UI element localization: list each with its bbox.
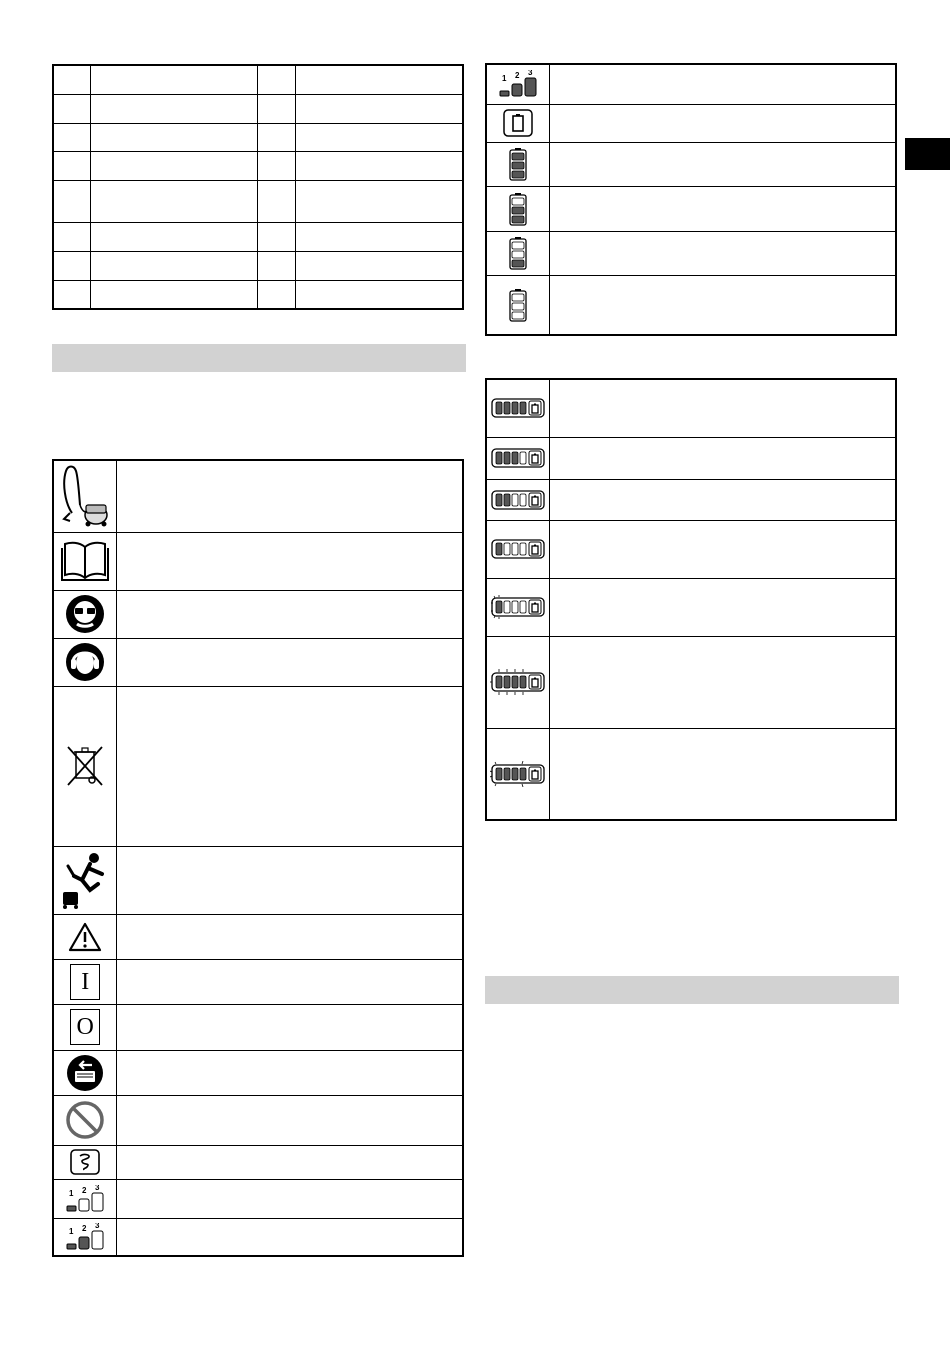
vacuum-cleaner-icon (60, 463, 110, 529)
table-row (53, 123, 463, 151)
charge-1-led-icon (491, 538, 545, 560)
level-2-label: 2 (82, 1223, 87, 1233)
table-row (486, 479, 896, 520)
table-row (53, 460, 463, 532)
chapter-tab-marker (905, 138, 950, 170)
battery-3-bars-icon (509, 147, 527, 181)
section-heading-bar-left (52, 344, 466, 372)
symbols-table-right-top (485, 63, 897, 336)
read-manual-icon (61, 539, 109, 583)
table-row (53, 532, 463, 590)
wear-ear-protection-icon (65, 642, 105, 682)
level-3-label: 3 (528, 70, 533, 78)
table-row (53, 914, 463, 959)
charge-3-leds-icon (491, 447, 545, 469)
switch-off-icon (70, 1009, 100, 1045)
battery-2-bars-icon (509, 192, 527, 226)
charge-leds-alternating-icon (490, 761, 546, 787)
charge-2-leds-icon (491, 489, 545, 511)
table-row (53, 180, 463, 222)
battery-icon (503, 109, 533, 137)
table-row (53, 590, 463, 638)
table-row (53, 1050, 463, 1095)
crossed-out-bin-icon (65, 744, 105, 788)
table-row (53, 686, 463, 846)
charge-all-leds-blinking-icon (490, 669, 546, 695)
table-row (486, 728, 896, 820)
level-1-label: 1 (502, 74, 507, 84)
table-row (53, 1145, 463, 1179)
level-2-label: 2 (515, 71, 520, 81)
table-row (486, 231, 896, 275)
table-row (486, 379, 896, 437)
table-row (486, 142, 896, 186)
table-row (53, 1095, 463, 1145)
charge-1-led-blinking-icon (490, 594, 546, 620)
table-row (486, 104, 896, 142)
level-2-label: 2 (82, 1185, 87, 1195)
table-row (486, 64, 896, 104)
suction-level-1-icon (65, 1185, 105, 1213)
table-row (53, 846, 463, 914)
table-row (53, 638, 463, 686)
table-row (486, 636, 896, 728)
filter-cleaning-icon (66, 1054, 104, 1092)
table-row (53, 959, 463, 1004)
switch-on-icon (70, 964, 100, 1000)
suction-level-2-icon (65, 1223, 105, 1251)
table-row (486, 578, 896, 636)
charge-4-leds-icon (491, 397, 545, 419)
table-row (53, 94, 463, 123)
table-row (53, 1179, 463, 1218)
symbols-table-left (52, 459, 464, 1257)
prohibited-icon (65, 1100, 105, 1140)
table-row (486, 275, 896, 335)
table-row (53, 251, 463, 280)
table-row (486, 437, 896, 479)
battery-1-bar-icon (509, 236, 527, 270)
battery-charge-table (485, 378, 897, 821)
table-row (53, 222, 463, 251)
table-row (486, 520, 896, 578)
table-row (53, 280, 463, 309)
switch-off-label: O (76, 1014, 94, 1040)
table-row (53, 151, 463, 180)
suction-level-3-icon (498, 70, 538, 98)
table-row (53, 65, 463, 94)
level-1-label: 1 (69, 1188, 74, 1198)
table-row (53, 1004, 463, 1050)
wear-eye-protection-icon (65, 594, 105, 634)
cyclone-icon (70, 1149, 100, 1175)
section-heading-bar-right (485, 976, 899, 1004)
table-row (486, 186, 896, 231)
switch-on-label: I (81, 968, 90, 995)
level-3-label: 3 (95, 1184, 100, 1192)
battery-empty-icon (509, 288, 527, 322)
warning-triangle-icon (68, 922, 102, 952)
trip-hazard-icon (60, 850, 110, 910)
level-1-label: 1 (69, 1226, 74, 1236)
level-3-label: 3 (95, 1222, 100, 1230)
parts-table (52, 64, 464, 310)
table-row (53, 1218, 463, 1256)
